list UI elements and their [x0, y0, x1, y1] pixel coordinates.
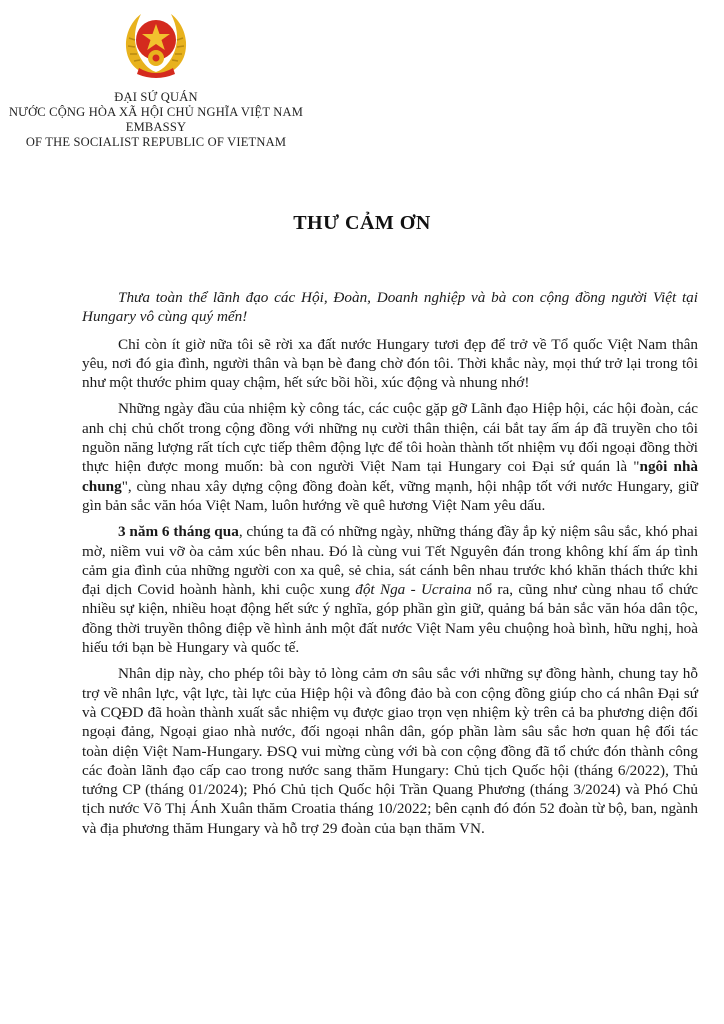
paragraph-3-text-b: nổ ra, cũng như cùng nhau tổ chức nhiều sự kiện, nhiều hoạt động hết sức ý nghĩa, góp phần gìn giữ, quảng bá bản sắc văn hóa dân tộc, đồng thời truyền thông điệp về hình ảnh một đất nước Việt Nam yêu chuộng hoà bình, hữu nghị, hoà hiếu tới bạn bè Hungary và quốc tế.	[82, 581, 698, 657]
paragraph-4: Nhân dịp này, cho phép tôi bày tỏ lòng cảm ơn sâu sắc với những sự đồng hành, chung tay hỗ trợ về nhân lực, vật lực, tài lực của Hiệp hội và đông đảo bà con cộng đồng giúp cho cá nhân Đại sứ và CQĐD đã hoàn thành xuất sắc nhiệm vụ được giao trọn vẹn nhiệm kỳ trên cả ba phương diện đối ngoại đảng, Ngoại giao nhà nước, đối ngoại nhân dân, góp phần làm sâu sắc hơn quan hệ đối tác toàn diện Việt Nam-Hungary. ĐSQ vui mừng cùng với bà con cộng đồng đã tổ chức đón thành công các đoàn lãnh đạo cấp cao trong nước sang thăm Hungary: Chủ tịch Quốc hội (tháng 6/2022), Thủ tướng CP (tháng 01/2024); Phó Chủ tịch Quốc hội Trần Quang Phương (tháng 3/2024) và Phó Chủ tịch nước Võ Thị Ánh Xuân thăm Croatia tháng 10/2022; bên cạnh đó đón 52 đoàn từ bộ, ban, ngành và địa phương thăm Hungary và hỗ trợ 29 đoàn của bạn thăm VN.	[82, 665, 698, 837]
embassy-letterhead	[0, 90, 312, 150]
paragraph-1: Chỉ còn ít giờ nữa tôi sẽ rời xa đất nước Hungary tươi đẹp để trở về Tổ quốc Việt Nam thân yêu, nơi đó gia đình, người thân và bạn bè đang chờ đón tôi. Thời khắc này, mọi thứ trở lại trong tôi như một thước phim quay chậm, hết sức bồi hồi, xúc động và nhung nhớ!	[82, 335, 698, 392]
letter-body	[82, 288, 698, 845]
paragraph-3-text-a: , chúng ta đã có những ngày, những tháng đầy ắp kỷ niệm sâu sắc, khó phai mờ, niềm vui vỡ òa cảm xúc bên nhau. Đó là cùng vui Tết Nguyên đán trong không khí ấm áp tình cảm gia đình của những người con xa quê, sẻ chia, sát cánh bên nhau trước khó khăn thách thức khi đại dịch Covid hoành hành, khi cuộc xung	[82, 523, 698, 599]
letterhead-line-country-en: OF THE SOCIALIST REPUBLIC OF VIETNAM	[25, 135, 287, 149]
paragraph-2-bold: ngôi nhà chung	[82, 458, 699, 495]
letterhead-line-embassy-en: EMBASSY	[125, 120, 187, 134]
vietnam-national-emblem-icon	[121, 8, 191, 80]
letterhead-line-embassy-vi: ĐẠI SỨ QUÁN	[114, 90, 198, 104]
letter-title: THƯ CẢM ƠN	[293, 212, 431, 234]
paragraph-2-text-b: ", cùng nhau xây dựng cộng đồng đoàn kết, vững mạnh, hội nhập tốt với nước Hungary, giữ gìn bản sắc văn hóa Việt Nam, luôn hướng về quê hương Việt Nam yêu dấu.	[82, 477, 698, 514]
paragraph-3	[82, 522, 698, 657]
paragraph-3-bold: 3 năm 6 tháng qua	[118, 523, 239, 541]
greeting-paragraph: Thưa toàn thể lãnh đạo các Hội, Đoàn, Doanh nghiệp và bà con cộng đồng người Việt tại Hungary vô cùng quý mến!	[82, 289, 698, 326]
paragraph-2-text-a: Những ngày đầu của nhiệm kỳ công tác, các cuộc gặp gỡ Lãnh đạo Hiệp hội, các hội đoàn, các anh chị chủ chốt trong cộng đồng với những nụ cười thân thiện, cái bắt tay ấm áp đã truyền cho tôi nguồn năng lượng rất tích cực tiếp thêm động lực để tôi hoàn thành tốt nhiệm vụ đối ngoại đồng thời thực hiện được mong muốn: bà con người Việt Nam tại Hungary coi Đại sứ quán là "	[82, 400, 698, 476]
paragraph-2	[82, 399, 698, 515]
letterhead-line-country-vi: NƯỚC CỘNG HÒA XÃ HỘI CHỦ NGHĨA VIỆT NAM	[8, 105, 304, 119]
paragraph-3-italic: đột Nga - Ucraina	[355, 581, 472, 599]
